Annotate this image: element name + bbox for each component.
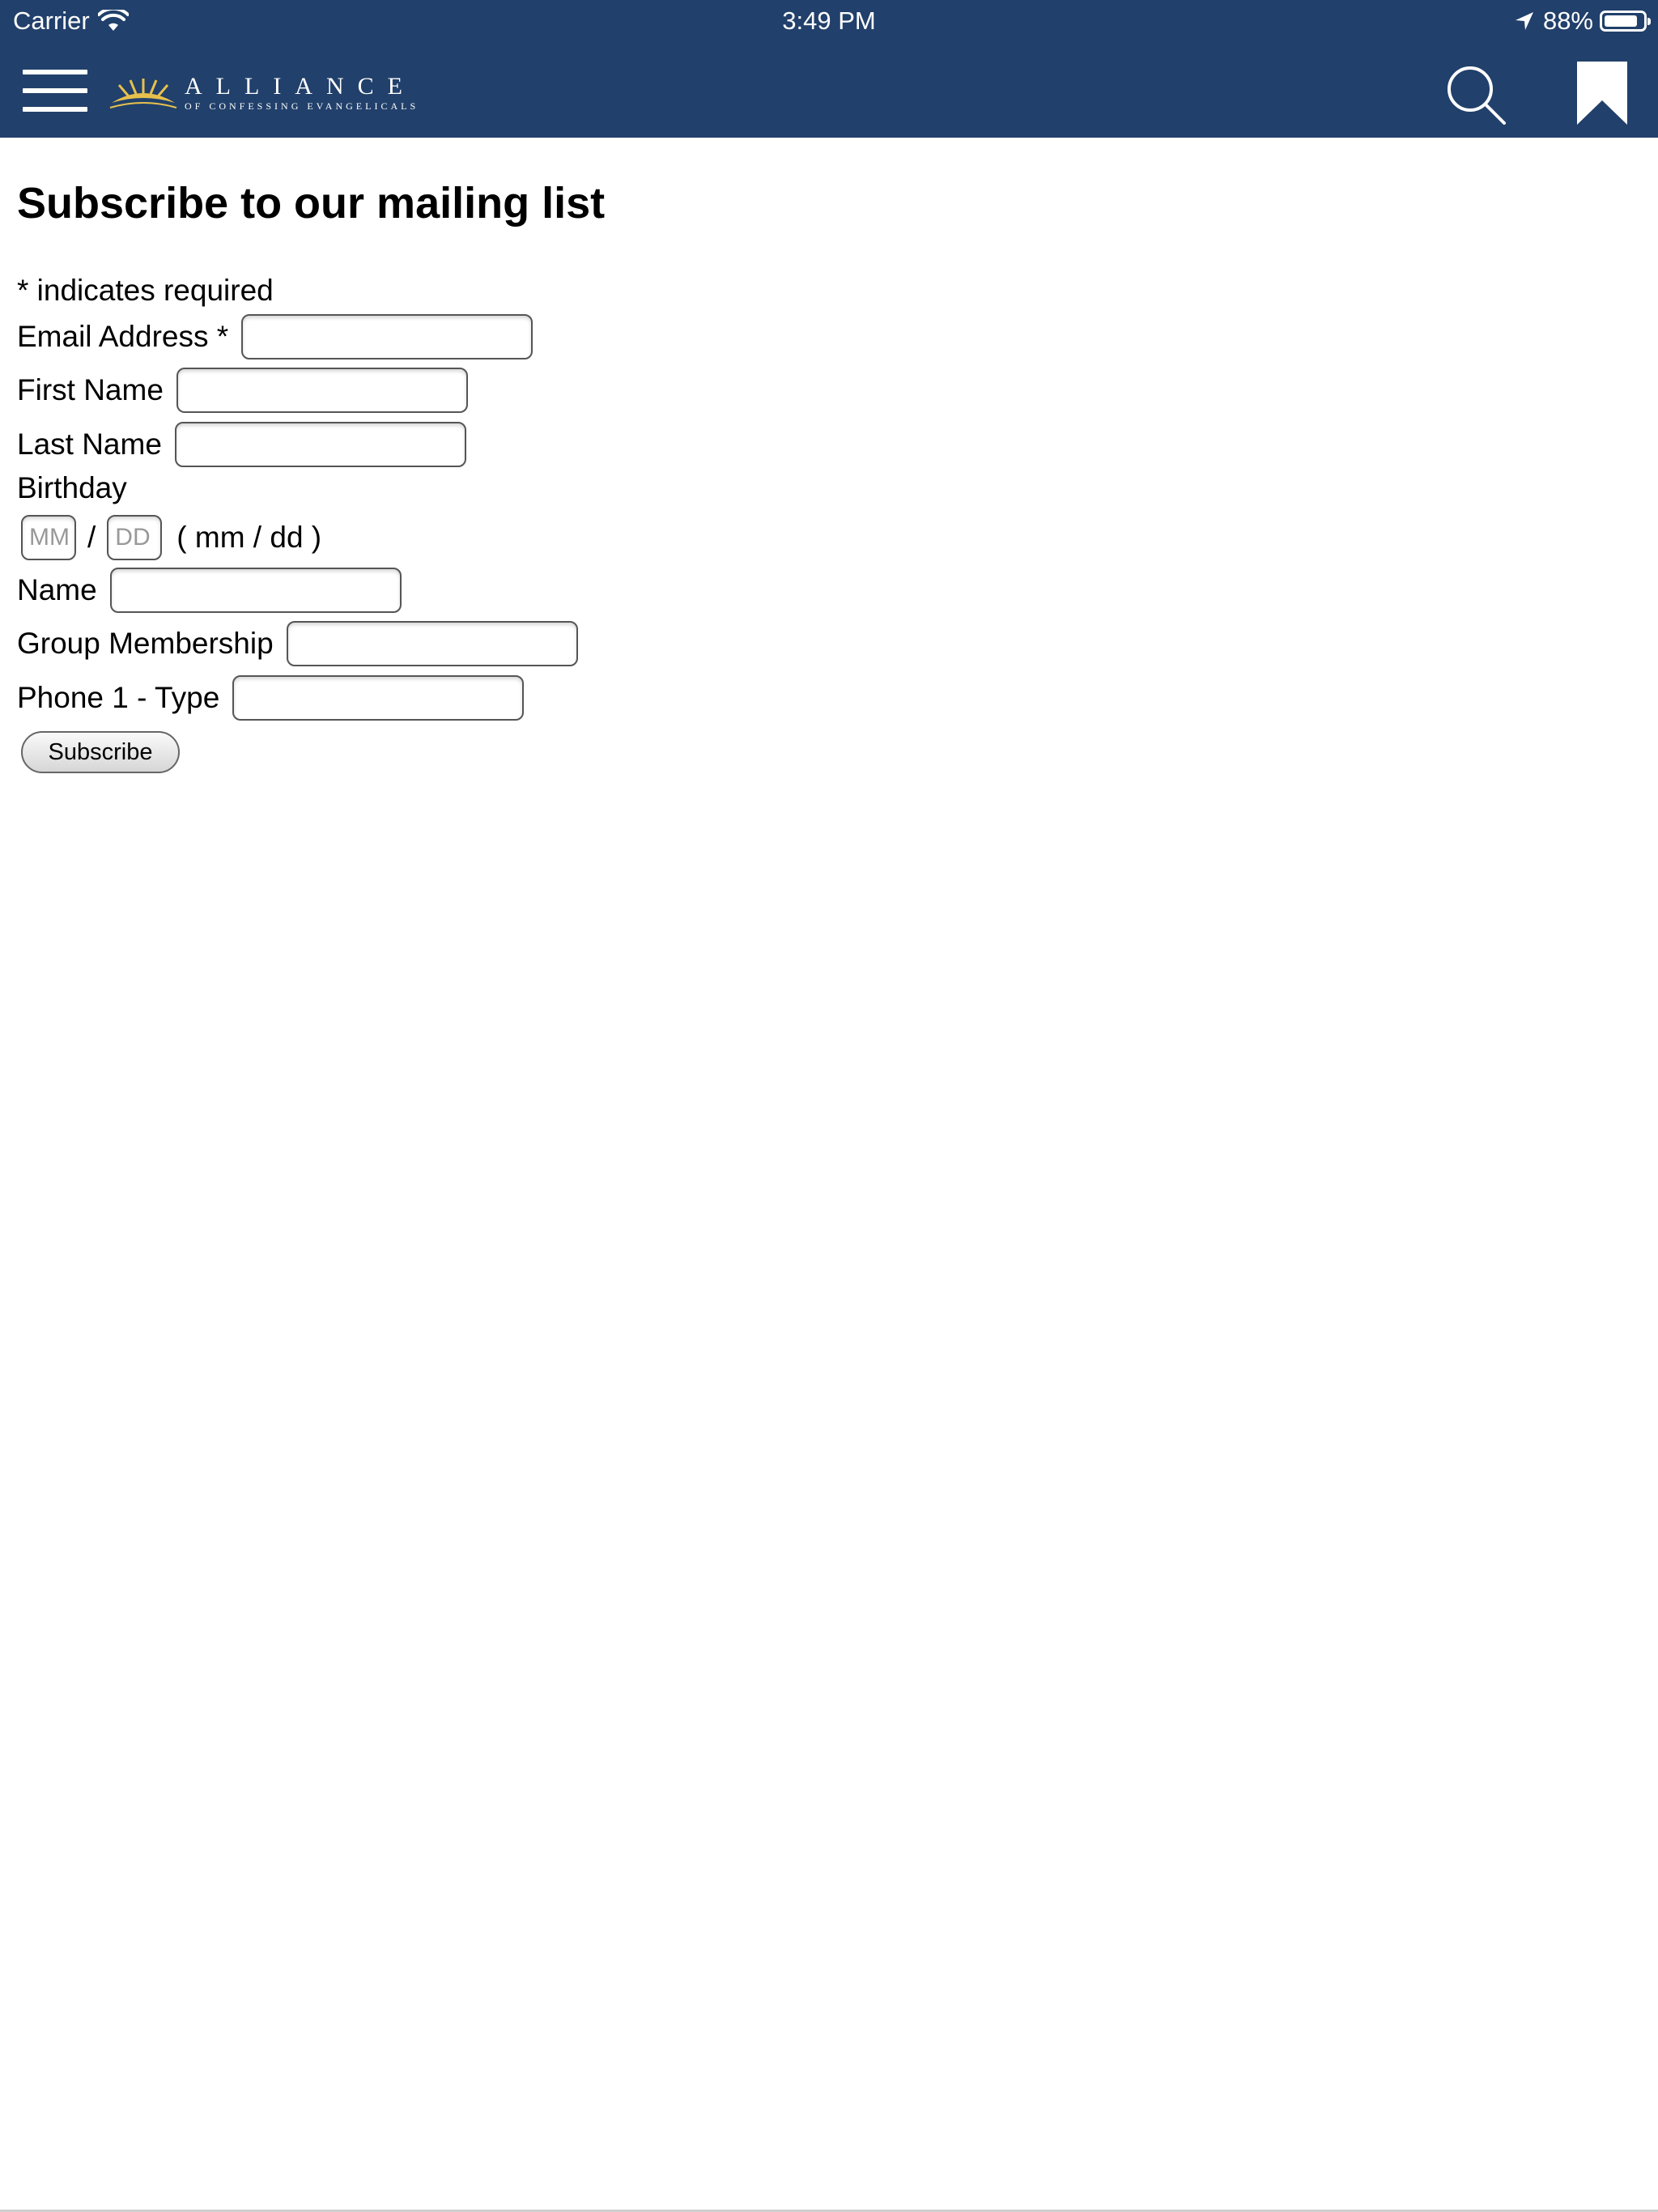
page-title: Subscribe to our mailing list	[17, 179, 606, 228]
site-logo[interactable]	[108, 70, 419, 118]
logo-main-text: ALLIANCE	[185, 73, 416, 100]
carrier-label: Carrier	[13, 6, 90, 35]
phone-type-field[interactable]	[232, 675, 524, 721]
battery-percent: 88%	[1542, 6, 1593, 35]
last-name-row	[17, 422, 466, 467]
last-name-label: Last Name	[17, 428, 162, 461]
logo-sub-text: OF CONFESSING EVANGELICALS	[185, 100, 419, 112]
email-field[interactable]	[241, 314, 533, 359]
group-membership-row	[17, 621, 578, 666]
group-membership-label: Group Membership	[17, 627, 274, 660]
sunrise-logo-icon	[108, 75, 178, 113]
bookmark-icon[interactable]	[1577, 62, 1627, 125]
first-name-field[interactable]	[176, 368, 468, 413]
birthday-label: Birthday	[17, 471, 127, 504]
last-name-field[interactable]	[175, 422, 466, 467]
name-row	[17, 568, 402, 613]
birthday-format-hint: ( mm / dd )	[176, 521, 322, 554]
status-right	[1514, 6, 1647, 36]
email-row	[17, 314, 533, 359]
logo-text	[185, 74, 419, 113]
email-label: Email Address *	[17, 320, 229, 353]
subscribe-button[interactable]: Subscribe	[21, 731, 180, 773]
birthday-day-field[interactable]	[107, 515, 162, 560]
battery-icon	[1600, 11, 1647, 32]
name-field[interactable]	[110, 568, 402, 613]
birthday-row	[21, 515, 321, 560]
name-label: Name	[17, 573, 97, 606]
required-note: * indicates required	[17, 274, 274, 307]
group-membership-field[interactable]	[287, 621, 578, 666]
first-name-label: First Name	[17, 373, 164, 406]
search-icon[interactable]	[1446, 65, 1507, 126]
battery-level-fill	[1605, 15, 1637, 27]
birthday-separator: /	[87, 521, 96, 554]
phone-type-row	[17, 675, 524, 721]
location-arrow-icon	[1514, 11, 1535, 32]
status-bar	[0, 0, 1658, 45]
clock: 3:49 PM	[782, 6, 876, 35]
menu-icon[interactable]	[23, 70, 87, 113]
birthday-month-field[interactable]	[21, 515, 76, 560]
nav-bar	[0, 45, 1658, 138]
phone-type-label: Phone 1 - Type	[17, 681, 220, 714]
first-name-row	[17, 368, 468, 413]
